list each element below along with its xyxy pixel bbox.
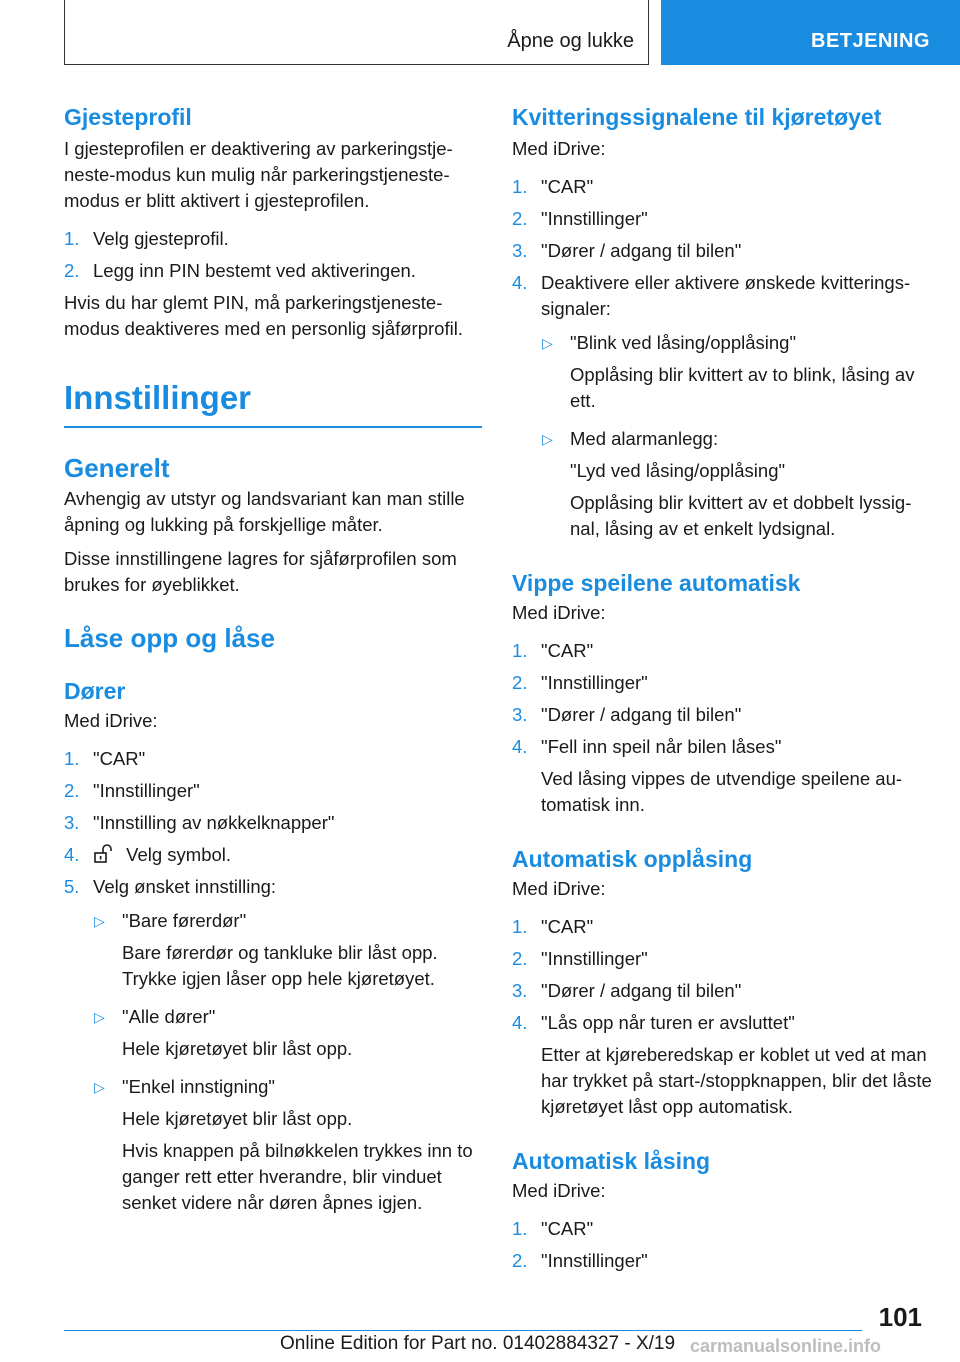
chapter-tab[interactable] (661, 0, 960, 65)
bullet-triangle-icon: ▷ (542, 335, 553, 351)
list-item (64, 778, 482, 804)
heading-rule (64, 426, 482, 428)
list-number: 3. (512, 980, 528, 1001)
list-item (512, 206, 932, 232)
guest-profile-paragraph: I gjesteprofilen er deaktivering av parkeringstje-neste-modus kun mulig når parkeringstjeneste-modus er blitt aktivert i gjesteprofilen. (64, 138, 453, 211)
option-item (64, 908, 482, 934)
list-item (512, 978, 932, 1004)
ack-signals-heading: Kvitteringssignalene til kjøretøyet (512, 104, 882, 130)
auto-lock-heading: Automatisk låsing (512, 1148, 711, 1174)
list-item (64, 746, 482, 772)
list-item (512, 734, 932, 760)
list-item (512, 238, 932, 264)
footer-rule (64, 1330, 862, 1331)
footer-edition: Online Edition for Part no. 01402884327 - X/19 (280, 1333, 676, 1354)
lock-unlock-heading: Låse opp og låse (64, 623, 275, 653)
option-description: "Lyd ved låsing/opplåsing" (570, 460, 786, 481)
list-item (512, 638, 932, 664)
option-item (512, 426, 932, 452)
list-number: 2. (512, 672, 528, 693)
list-number: 1. (64, 748, 80, 769)
doors-options (64, 908, 482, 1216)
list-text: "Innstillinger" (541, 1250, 648, 1271)
list-text: "Fell inn speil når bilen låses" (541, 736, 782, 757)
chapter-tab-label: BETJENING (811, 30, 930, 52)
list-number: 2. (512, 208, 528, 229)
section-title: Åpne og lukke (507, 30, 634, 52)
list-item (512, 1010, 932, 1036)
list-text: "Dører / adgang til bilen" (541, 704, 742, 725)
list-number: 1. (512, 176, 528, 197)
list-item (512, 174, 932, 200)
option-label: Med alarmanlegg: (570, 428, 719, 449)
list-item (512, 914, 932, 940)
settings-heading: Innstillinger (64, 379, 252, 416)
ack-options (512, 330, 932, 542)
list-item (512, 1216, 932, 1242)
list-number: 3. (64, 812, 80, 833)
list-text: "CAR" (541, 916, 594, 937)
guest-profile-heading: Gjesteprofil (64, 104, 192, 130)
list-text: "CAR" (541, 176, 594, 197)
list-text: Deaktivere eller aktivere ønskede kvitterings-signaler: (541, 272, 911, 319)
list-number: 4. (64, 844, 80, 865)
list-item (512, 946, 932, 972)
list-text: "Dører / adgang til bilen" (541, 240, 742, 261)
list-text: Velg gjesteprofil. (93, 228, 229, 249)
bullet-triangle-icon: ▷ (94, 1009, 105, 1025)
auto-unlock-description: Etter at kjøreberedskap er koblet ut ved at man har trykket på start-/stoppknappen, blir det låste kjøretøyet låst opp automatisk. (541, 1044, 932, 1117)
bullet-triangle-icon: ▷ (542, 431, 553, 447)
list-item (64, 874, 482, 900)
list-number: 1. (64, 228, 80, 249)
watermark: carmanualsonline.info (690, 1336, 882, 1356)
doors-intro: Med iDrive: (64, 710, 158, 731)
list-item (64, 842, 482, 868)
doors-steps-list (64, 746, 482, 900)
list-text: "CAR" (93, 748, 146, 769)
right-column (512, 100, 932, 1274)
list-number: 4. (512, 272, 528, 293)
ack-steps-list (512, 174, 932, 322)
option-item (64, 1004, 482, 1030)
unlock-icon (93, 844, 113, 864)
option-description: Hele kjøretøyet blir låst opp. (122, 1108, 353, 1129)
page-number: 101 (878, 1302, 922, 1332)
list-item (512, 270, 932, 322)
general-paragraph-2: Disse innstillingene lagres for sjåførprofilen som brukes for øyeblikket. (64, 548, 457, 595)
list-text: "Dører / adgang til bilen" (541, 980, 742, 1001)
option-description: Hvis knappen på bilnøkkelen trykkes inn to ganger rett etter hverandre, blir vinduet senket videre når døren åpnes igjen. (122, 1140, 473, 1213)
auto-lock-intro: Med iDrive: (512, 1180, 606, 1201)
list-number: 4. (512, 736, 528, 757)
option-label: "Enkel innstigning" (122, 1076, 276, 1097)
list-text: Velg ønsket innstilling: (93, 876, 277, 897)
list-item (512, 670, 932, 696)
mirrors-heading: Vippe speilene automatisk (512, 570, 801, 596)
option-item (64, 1074, 482, 1100)
list-item (64, 258, 482, 284)
option-label: "Bare førerdør" (122, 910, 247, 931)
list-item (64, 810, 482, 836)
option-description: Bare førerdør og tankluke blir låst opp. Trykke igjen låser opp hele kjøretøyet. (122, 942, 438, 989)
list-number: 1. (512, 1218, 528, 1239)
list-number: 2. (64, 780, 80, 801)
mirrors-steps-list (512, 638, 932, 760)
list-number: 1. (512, 916, 528, 937)
general-heading: Generelt (64, 453, 170, 483)
list-text: "Innstilling av nøkkelknapper" (93, 812, 335, 833)
mirrors-intro: Med iDrive: (512, 602, 606, 623)
list-text: "Lås opp når turen er avsluttet" (541, 1012, 795, 1033)
mirrors-description: Ved låsing vippes de utvendige speilene au-tomatisk inn. (541, 768, 903, 815)
list-text: "CAR" (541, 640, 594, 661)
list-number: 3. (512, 240, 528, 261)
list-item (64, 226, 482, 252)
list-number: 2. (64, 260, 80, 281)
list-text: Velg symbol. (126, 844, 232, 865)
list-text: "Innstillinger" (93, 780, 200, 801)
list-number: 4. (512, 1012, 528, 1033)
list-text: "Innstillinger" (541, 948, 648, 969)
auto-unlock-heading: Automatisk opplåsing (512, 846, 753, 872)
option-item (512, 330, 932, 356)
list-text: "Innstillinger" (541, 208, 648, 229)
list-number: 2. (512, 1250, 528, 1271)
guest-steps-list (64, 226, 482, 284)
bullet-triangle-icon: ▷ (94, 1079, 105, 1095)
list-number: 1. (512, 640, 528, 661)
left-column (64, 100, 482, 1216)
option-description: Hele kjøretøyet blir låst opp. (122, 1038, 353, 1059)
list-item (512, 1248, 932, 1274)
list-number: 2. (512, 948, 528, 969)
auto-lock-steps-list (512, 1216, 932, 1274)
list-text: Legg inn PIN bestemt ved aktiveringen. (93, 260, 416, 281)
list-number: 3. (512, 704, 528, 725)
list-number: 5. (64, 876, 80, 897)
auto-unlock-steps-list (512, 914, 932, 1036)
auto-unlock-intro: Med iDrive: (512, 878, 606, 899)
ack-intro: Med iDrive: (512, 138, 606, 159)
option-description: Opplåsing blir kvittert av et dobbelt lyssig-nal, låsing av et enkelt lydsignal. (570, 492, 912, 539)
header-section-box (64, 0, 649, 65)
list-text: "CAR" (541, 1218, 594, 1239)
option-label: "Blink ved låsing/opplåsing" (570, 332, 797, 353)
option-description: Opplåsing blir kvittert av to blink, låsing av ett. (570, 364, 915, 411)
guest-note: Hvis du har glemt PIN, må parkeringstjeneste-modus deaktiveres med en personlig sjåførprofil. (64, 292, 463, 339)
general-paragraph-1: Avhengig av utstyr og landsvariant kan man stille åpning og lukking på forskjellige måter. (64, 488, 465, 535)
option-label: "Alle dører" (122, 1006, 216, 1027)
bullet-triangle-icon: ▷ (94, 913, 105, 929)
doors-heading: Dører (64, 678, 126, 704)
list-item (512, 702, 932, 728)
list-text: "Innstillinger" (541, 672, 648, 693)
